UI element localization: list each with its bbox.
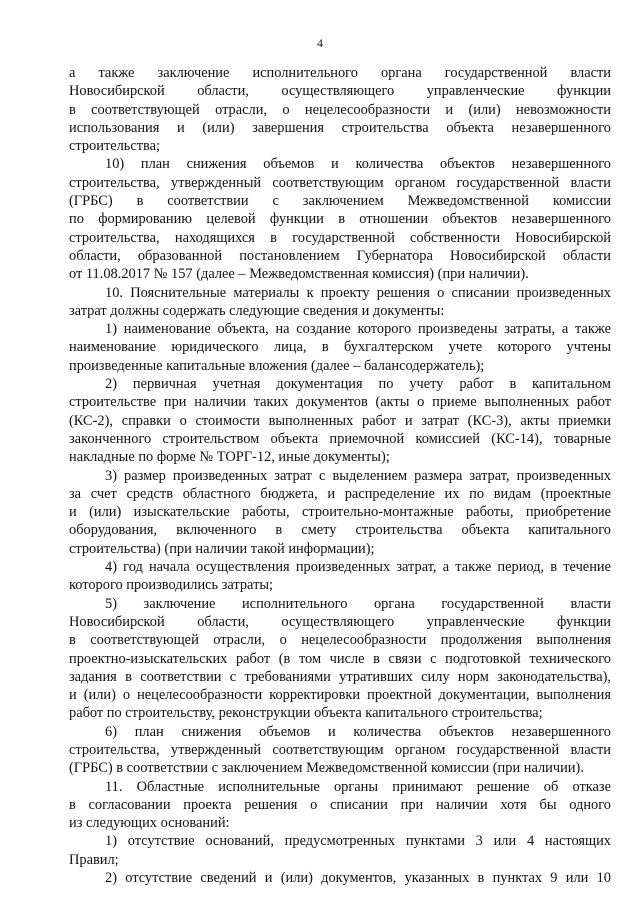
text-line: 4) год начала осуществления произведенных затрат, а также период, в течение bbox=[105, 559, 611, 576]
text-line: законченного строительством объекта приемочной комиссией (КС-14), товарные bbox=[69, 430, 611, 447]
text-line: из следующих оснований: bbox=[69, 815, 230, 832]
text-line: Правил; bbox=[69, 851, 119, 868]
text-line: 1) отсутствие оснований, предусмотренных пунктами 3 или 4 настоящих bbox=[105, 833, 611, 850]
text-line: накладные по форме № ТОРГ-12, иные документы); bbox=[69, 449, 390, 466]
text-line: и (или) изыскательские работы, строительно-монтажные работы, приобретение bbox=[69, 504, 611, 521]
text-line: 11. Областные исполнительные органы принимают решение об отказе bbox=[105, 778, 611, 795]
page-number: 4 bbox=[317, 36, 323, 50]
text-line: проектно-изыскательских работ (в том числе в связи с подготовкой технического bbox=[69, 650, 611, 667]
text-line: строительстве при наличии таких документов (акты о приеме выполненных работ bbox=[69, 394, 611, 411]
text-line: в соответствующей отрасли, о нецелесообразности и (или) невозможности bbox=[69, 101, 611, 118]
text-line: Новосибирской области, осуществляющего управленческие функции bbox=[69, 83, 611, 100]
text-line: (ГРБС) в соответствии с заключением Межведомственной комиссии (при наличии). bbox=[69, 760, 584, 777]
text-line: затрат должны содержать следующие сведения и документы: bbox=[69, 302, 445, 319]
text-line: которого производились затраты; bbox=[69, 577, 274, 594]
text-line: за счет средств областного бюджета, и распределение их по видам (проектные bbox=[69, 485, 611, 502]
text-line: 10) план снижения объемов и количества объектов незавершенного bbox=[105, 156, 611, 173]
text-line: в соответствующей отрасли, о нецелесообразности продолжения выполнения bbox=[69, 632, 611, 649]
text-line: 1) наименование объекта, на создание которого произведены затраты, а также bbox=[105, 321, 611, 338]
text-line: строительства) (при наличии такой информации); bbox=[69, 540, 375, 557]
text-line: от 11.08.2017 № 157 (далее – Межведомственная комиссия) (при наличии). bbox=[69, 266, 529, 283]
text-line: строительства; bbox=[69, 138, 161, 155]
text-line: наименование юридического лица, в бухгалтерском учете которого учтены bbox=[69, 339, 611, 356]
text-line: и (или) о нецелесообразности корректировки проектной документации, выполнения bbox=[69, 687, 611, 704]
text-line: задания в соответствии с требованиями утративших силу норм законодательства), bbox=[69, 668, 611, 685]
text-line: строительства, находящихся в государственной собственности Новосибирской bbox=[69, 229, 611, 246]
text-line: 3) размер произведенных затрат с выделением размера затрат, произведенных bbox=[105, 467, 611, 484]
text-line: оборудования, включенного в смету строительства объекта капитального bbox=[69, 522, 611, 539]
text-line: использования и (или) завершения строительства объекта незавершенного bbox=[69, 119, 611, 136]
text-line: в согласовании проекта решения о списании при наличии хотя бы одного bbox=[69, 796, 611, 813]
text-line: 2) первичная учетная документация по учету работ в капитальном bbox=[105, 376, 611, 393]
text-line: строительства, утвержденный соответствующим органом государственной власти bbox=[69, 174, 611, 191]
text-line: 2) отсутствие сведений и (или) документов, указанных в пунктах 9 или 10 bbox=[105, 870, 611, 887]
text-line: (КС-2), справки о стоимости выполненных работ и затрат (КС-3), акты приемки bbox=[69, 412, 611, 429]
text-line: а также заключение исполнительного органа государственной власти bbox=[69, 65, 611, 81]
text-line: Новосибирской области, осуществляющего управленческие функции bbox=[69, 613, 611, 630]
text-line: 6) план снижения объемов и количества объектов незавершенного bbox=[105, 723, 611, 740]
text-line: строительства, утвержденный соответствующим органом государственной власти bbox=[69, 741, 611, 758]
text-line: 5) заключение исполнительного органа государственной власти bbox=[105, 595, 611, 612]
text-line: по формированию целевой функции в отношении объектов незавершенного bbox=[69, 211, 611, 228]
text-line: произведенные капитальные вложения (далее – балансодержатель); bbox=[69, 357, 485, 374]
text-line: 10. Пояснительные материалы к проекту решения о списании произведенных bbox=[105, 284, 611, 301]
text-line: (ГРБС) в соответствии с заключением Межведомственной комиссии bbox=[69, 193, 611, 210]
text-line: работ по строительству, реконструкции объекта капитального строительства; bbox=[69, 705, 543, 722]
text-line: области, образованной постановлением Губернатора Новосибирской области bbox=[69, 247, 611, 264]
document-body bbox=[69, 64, 611, 887]
